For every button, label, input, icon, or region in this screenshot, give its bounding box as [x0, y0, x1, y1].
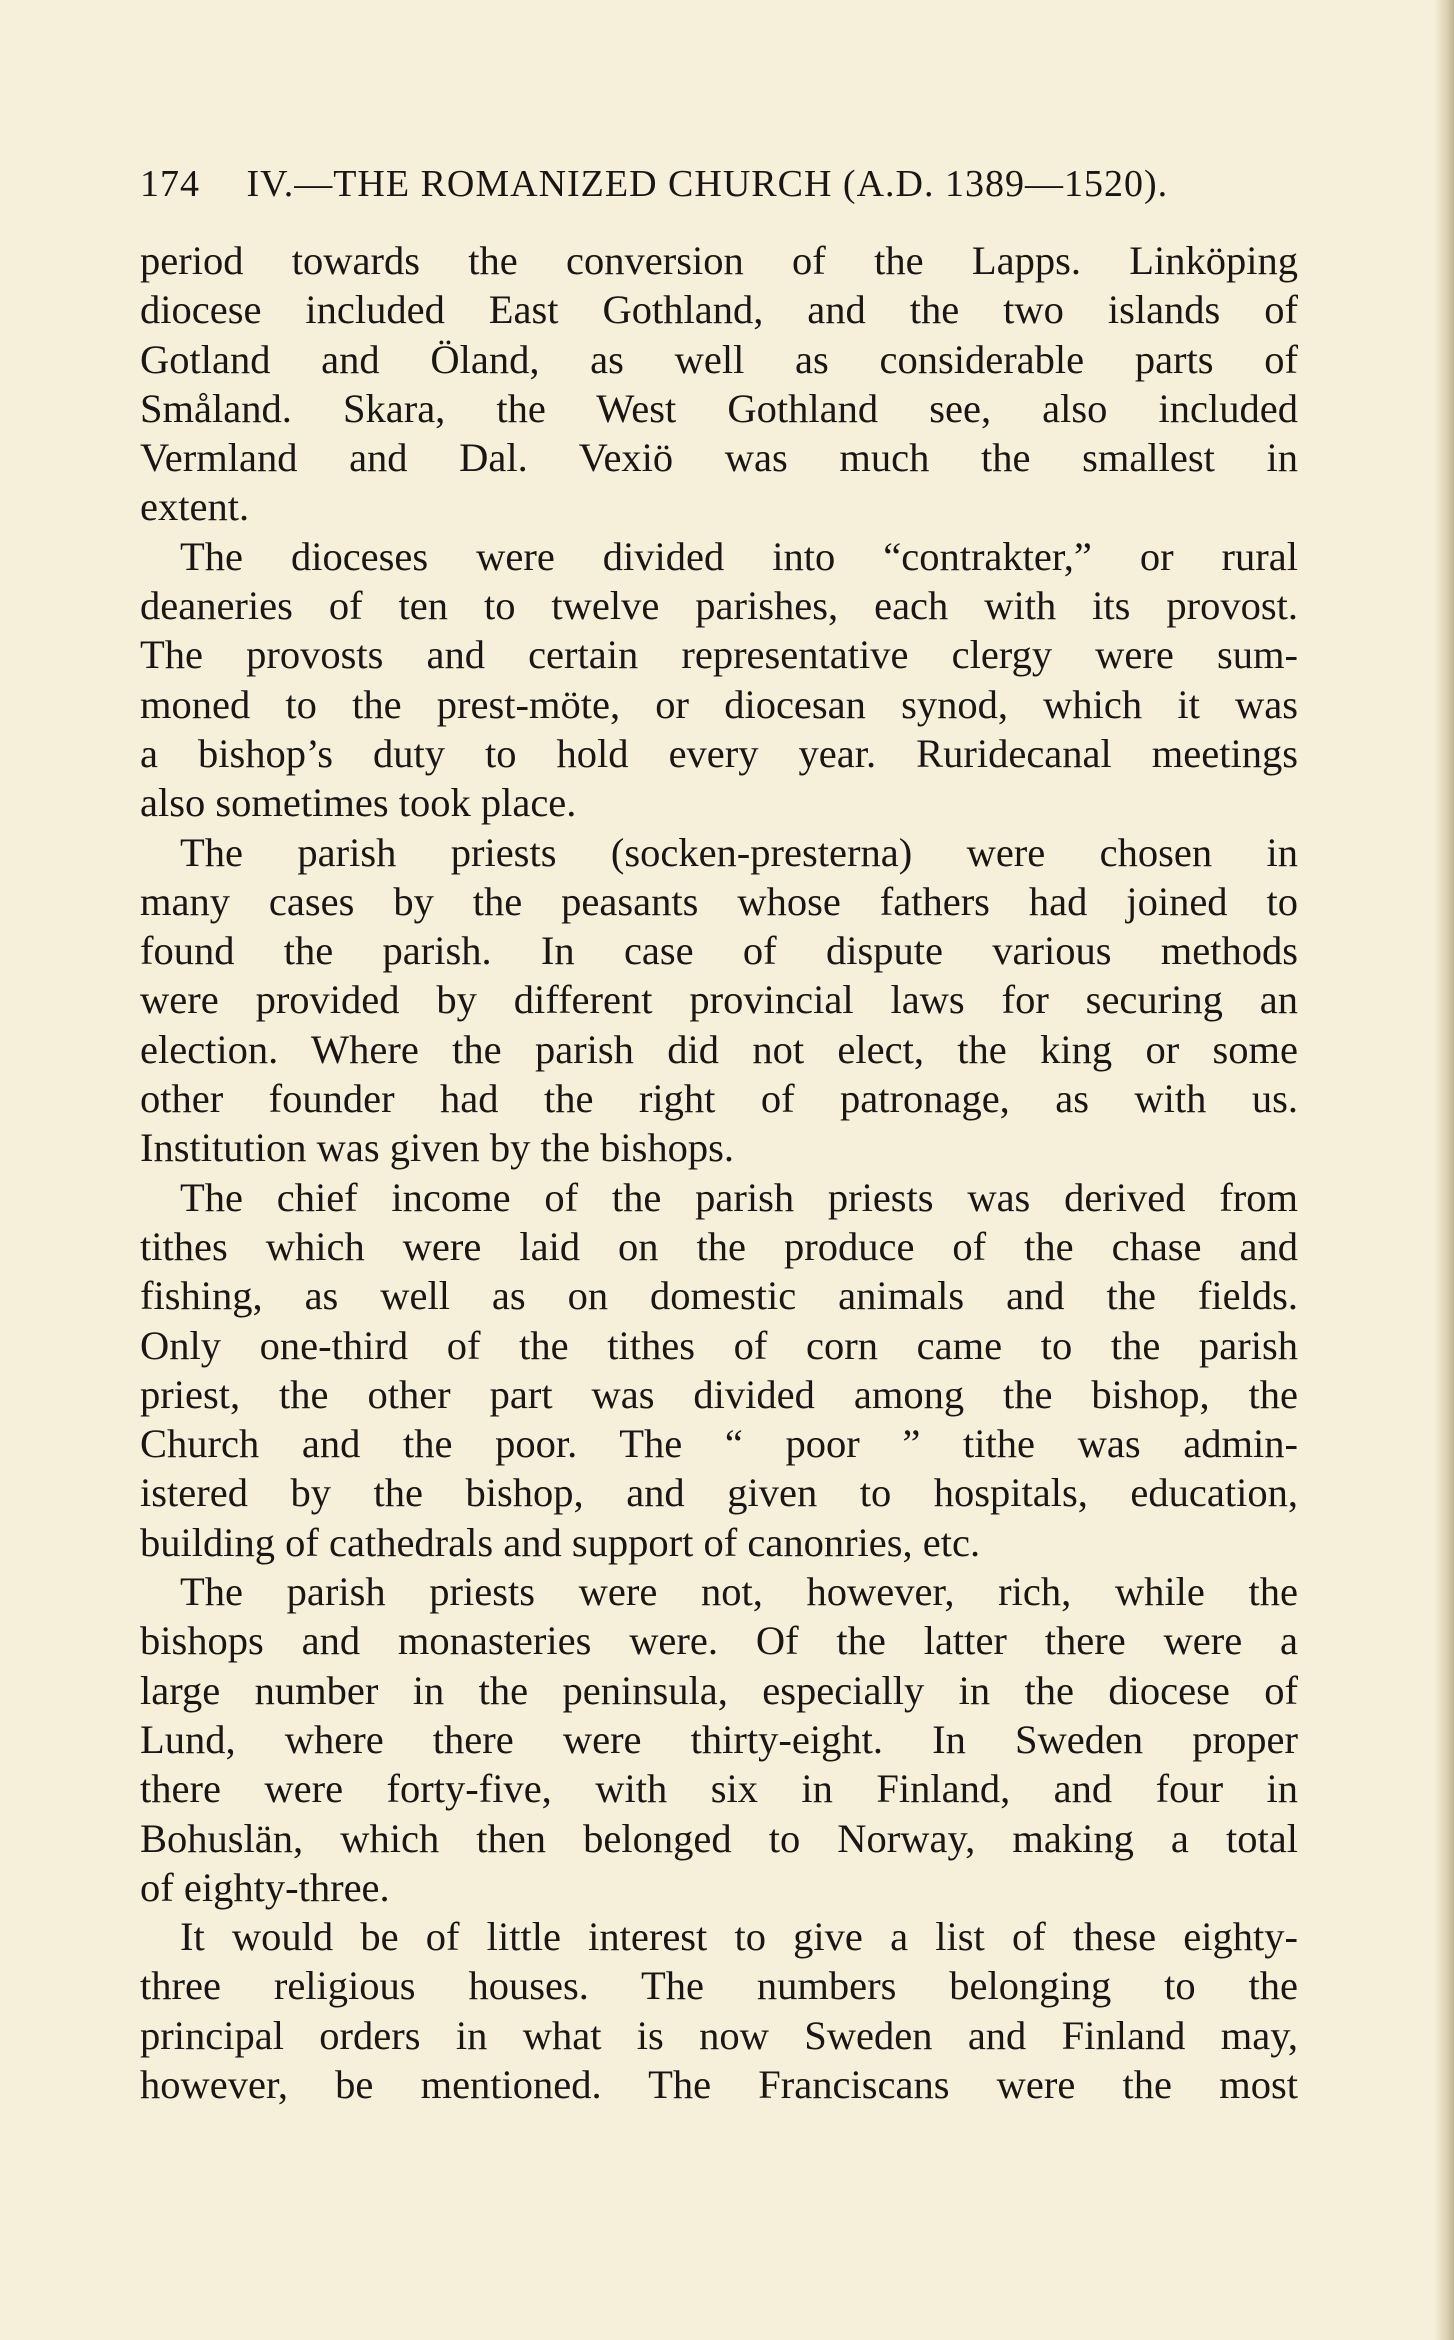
text-line: tithes which were laid on the produce of the chase and [140, 1223, 1298, 1269]
text-line: building of cathedrals and support of canonries, etc. [140, 1519, 981, 1565]
text-line: election. Where the parish did not elect, the king or some [140, 1026, 1298, 1072]
text-line: Lund, where there were thirty-eight. In Sweden proper [140, 1716, 1298, 1762]
text-line: of eighty-three. [140, 1864, 390, 1910]
text-line: large number in the peninsula, especially in the diocese of [140, 1667, 1298, 1713]
paragraph [140, 1173, 1298, 1567]
text-line: principal orders in what is now Sweden and Finland may, [140, 2012, 1298, 2058]
page-number: 174 [140, 163, 200, 205]
text-line: also sometimes took place. [140, 780, 577, 826]
text-line: a bishop’s duty to hold every year. Ruridecanal meetings [140, 730, 1298, 776]
text-line: Gotland and Öland, as well as considerable parts of [140, 336, 1298, 382]
paragraph [140, 828, 1298, 1173]
text-line: Småland. Skara, the West Gothland see, also included [140, 385, 1298, 431]
text-line: The dioceses were divided into “contrakter,” or rural [180, 533, 1298, 579]
text-line: Only one-third of the tithes of corn came to the parish [140, 1322, 1298, 1368]
text-line: three religious houses. The numbers belonging to the [140, 1963, 1298, 2009]
text-line: fishing, as well as on domestic animals and the fields. [140, 1273, 1298, 1319]
text-line: The provosts and certain representative clergy were sum- [140, 632, 1298, 678]
text-line: Institution was given by the bishops. [140, 1125, 734, 1171]
paragraph [140, 1912, 1298, 2109]
text-line: Vermland and Dal. Vexiö was much the smallest in [140, 435, 1298, 481]
text-line: other founder had the right of patronage, as with us. [140, 1076, 1298, 1122]
text-line: there were forty-five, with six in Finland, and four in [140, 1766, 1298, 1812]
text-line: period towards the conversion of the Lapps. Linköping [140, 238, 1298, 283]
text-line: deaneries of ten to twelve parishes, each with its provost. [140, 583, 1298, 629]
text-line: bishops and monasteries were. Of the latter there were a [140, 1618, 1298, 1664]
text-line: moned to the prest-möte, or diocesan synod, which it was [140, 681, 1298, 727]
text-line: It would be of little interest to give a list of these eighty- [180, 1914, 1298, 1960]
text-line: diocese included East Gothland, and the two islands of [140, 287, 1298, 333]
body-text [140, 236, 1298, 2109]
text-line: istered by the bishop, and given to hospitals, education, [140, 1470, 1298, 1516]
text-line: The parish priests were not, however, rich, while the [180, 1569, 1298, 1615]
text-line: extent. [140, 484, 250, 530]
running-header [140, 162, 1300, 218]
text-line: many cases by the peasants whose fathers had joined to [140, 878, 1298, 924]
text-line: found the parish. In case of dispute various methods [140, 928, 1298, 974]
text-line: were provided by different provincial laws for securing an [140, 977, 1298, 1023]
page-edge [1434, 0, 1454, 2340]
text-line: however, be mentioned. The Franciscans were the most [140, 2061, 1298, 2107]
text-line: Church and the poor. The “ poor ” tithe was admin- [140, 1421, 1298, 1467]
text-line: The chief income of the parish priests was derived from [180, 1174, 1298, 1220]
paragraph [140, 532, 1298, 828]
text-line: The parish priests (socken-presterna) were chosen in [180, 829, 1298, 875]
paragraph [140, 1567, 1298, 1912]
text-line: priest, the other part was divided among the bishop, the [140, 1371, 1298, 1417]
text-line: Bohuslän, which then belonged to Norway, making a total [140, 1815, 1298, 1861]
paragraph [140, 236, 1298, 532]
running-head-title: IV.—THE ROMANIZED CHURCH (A.D. 1389—1520). [246, 163, 1169, 205]
